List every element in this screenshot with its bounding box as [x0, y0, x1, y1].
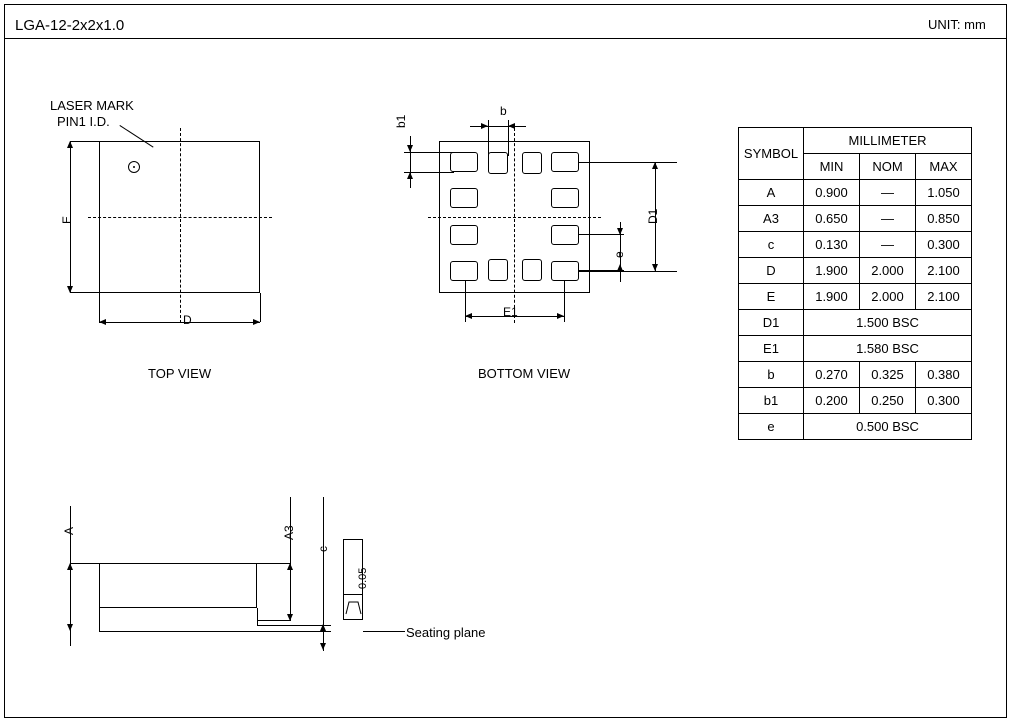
dim-E1-ext-right: [564, 281, 565, 322]
row-value-span: 1.500 BSC: [804, 310, 972, 336]
header-max: MAX: [916, 154, 972, 180]
bottom-view-caption: BOTTOM VIEW: [478, 366, 571, 381]
pad-right-4: [551, 261, 579, 281]
dim-A-ext-top: [70, 563, 99, 564]
row-symbol: A3: [739, 206, 804, 232]
row-symbol: A: [739, 180, 804, 206]
row-min: 1.900: [804, 258, 860, 284]
dim-e-label: e: [612, 251, 626, 258]
laser-mark-label-line1: LASER MARK: [50, 98, 134, 113]
pad-left-1: [450, 152, 478, 172]
row-max: 0.300: [916, 232, 972, 258]
title-bar: [5, 5, 1006, 39]
row-min: 0.200: [804, 388, 860, 414]
dim-b1-arrow-top: [407, 145, 413, 152]
dim-b1-arrow-bottom: [407, 172, 413, 179]
row-value-span: 1.580 BSC: [804, 336, 972, 362]
pad-top-1: [488, 152, 508, 174]
header-nom: NOM: [860, 154, 916, 180]
row-min: 0.270: [804, 362, 860, 388]
side-view-body-right-drop: [257, 608, 258, 626]
pad-left-3: [450, 225, 478, 245]
dim-E1-arrow-right: [557, 313, 564, 319]
dim-b1-line: [410, 136, 411, 188]
row-nom: —: [860, 232, 916, 258]
table-row: [739, 206, 972, 232]
dim-A-arrow-top: [67, 563, 73, 570]
row-symbol: D1: [739, 310, 804, 336]
row-symbol: b: [739, 362, 804, 388]
row-max: 2.100: [916, 284, 972, 310]
row-min: 1.900: [804, 284, 860, 310]
dim-A3-ext-bottom: [257, 620, 290, 621]
dim-E-arrow-top: [67, 141, 73, 148]
pin1-indicator-icon: [128, 161, 140, 173]
pad-right-2: [551, 188, 579, 208]
dim-e-arrow-bottom: [617, 264, 623, 271]
table-row: [739, 362, 972, 388]
seating-plane-label: Seating plane: [406, 625, 486, 640]
row-symbol: e: [739, 414, 804, 440]
row-max: 0.380: [916, 362, 972, 388]
flatness-symbol-icon: [345, 598, 362, 616]
dim-A3-label: A3: [282, 525, 296, 540]
dim-b-arrow-left: [481, 123, 488, 129]
dim-A3-ext-top: [257, 563, 290, 564]
pad-left-2: [450, 188, 478, 208]
dimension-table-body: [739, 128, 972, 440]
table-row: [739, 180, 972, 206]
table-row: [739, 284, 972, 310]
header-symbol: SYMBOL: [739, 128, 804, 180]
table-row: [739, 336, 972, 362]
pad-left-4: [450, 261, 478, 281]
dim-E1-label: E1: [503, 305, 518, 319]
flatness-leader: [363, 631, 405, 632]
table-row: [739, 258, 972, 284]
row-nom: 0.250: [860, 388, 916, 414]
table-row: [739, 232, 972, 258]
dim-A3-line: [290, 497, 291, 621]
dim-D1-label: D1: [646, 208, 660, 224]
dim-D-label: D: [183, 313, 192, 327]
laser-mark-label-line2: PIN1 I.D.: [57, 114, 110, 129]
pad-top-2: [522, 152, 542, 174]
dim-D-arrow-right: [253, 319, 260, 325]
side-view-body-left-drop: [99, 608, 100, 631]
dim-D-ext-left: [99, 293, 100, 322]
table-row: [739, 388, 972, 414]
row-symbol: E1: [739, 336, 804, 362]
row-nom: —: [860, 180, 916, 206]
dim-A-arrow-bottom: [67, 624, 73, 631]
dim-b1-label: b1: [394, 114, 408, 128]
dim-b1-ext-top: [404, 152, 454, 153]
dim-e-arrow-top: [617, 228, 623, 235]
row-max: 1.050: [916, 180, 972, 206]
dim-D1-arrow-bottom: [652, 264, 658, 271]
dim-c-label: c: [316, 546, 330, 552]
pad-bottom-1: [488, 259, 508, 281]
side-view-body: [99, 563, 257, 608]
table-row: [739, 310, 972, 336]
row-symbol: D: [739, 258, 804, 284]
row-nom: 2.000: [860, 284, 916, 310]
dim-D1-arrow-top: [652, 162, 658, 169]
row-min: 0.650: [804, 206, 860, 232]
row-max: 0.850: [916, 206, 972, 232]
row-nom: 2.000: [860, 258, 916, 284]
dim-E-ext-bottom: [70, 292, 99, 293]
dim-E-label: E: [60, 215, 74, 224]
top-view-centerline-v: [180, 128, 181, 323]
row-nom: 0.325: [860, 362, 916, 388]
row-symbol: E: [739, 284, 804, 310]
dim-E1-arrow-left: [465, 313, 472, 319]
dim-b-line: [470, 126, 526, 127]
unit-label: UNIT: mm: [928, 17, 986, 32]
dimension-table: [738, 127, 972, 440]
package-title: LGA-12-2x2x1.0: [15, 17, 125, 34]
dim-c-arrow-top: [320, 624, 326, 631]
table-header-row: [739, 128, 972, 154]
side-view-seating-line: [99, 631, 331, 632]
row-max: 0.300: [916, 388, 972, 414]
bottom-view-centerline-v: [514, 128, 515, 323]
row-symbol: b1: [739, 388, 804, 414]
flatness-frame-divider: [343, 594, 363, 595]
pad-right-1: [551, 152, 579, 172]
row-nom: —: [860, 206, 916, 232]
row-min: 0.900: [804, 180, 860, 206]
pad-bottom-2: [522, 259, 542, 281]
flatness-value: 0.05: [357, 567, 369, 589]
table-row: [739, 414, 972, 440]
dim-A3-arrow-top: [287, 563, 293, 570]
dim-E-ext-top: [70, 141, 99, 142]
row-max: 2.100: [916, 258, 972, 284]
dim-b-label: b: [500, 104, 507, 118]
dim-c-arrow-bottom: [320, 643, 326, 650]
dim-D-line: [99, 322, 260, 323]
dim-D1-ext-bottom: [579, 271, 677, 272]
dim-A-label: A: [62, 526, 76, 535]
row-symbol: c: [739, 232, 804, 258]
top-view-caption: TOP VIEW: [148, 366, 212, 381]
dim-D1-ext-top: [579, 162, 677, 163]
dim-D-arrow-left: [99, 319, 106, 325]
header-min: MIN: [804, 154, 860, 180]
pad-right-3: [551, 225, 579, 245]
dim-D-ext-right: [260, 293, 261, 322]
dim-b-arrow-right: [508, 123, 515, 129]
row-min: 0.130: [804, 232, 860, 258]
row-value-span: 0.500 BSC: [804, 414, 972, 440]
header-unit: MILLIMETER: [804, 128, 972, 154]
